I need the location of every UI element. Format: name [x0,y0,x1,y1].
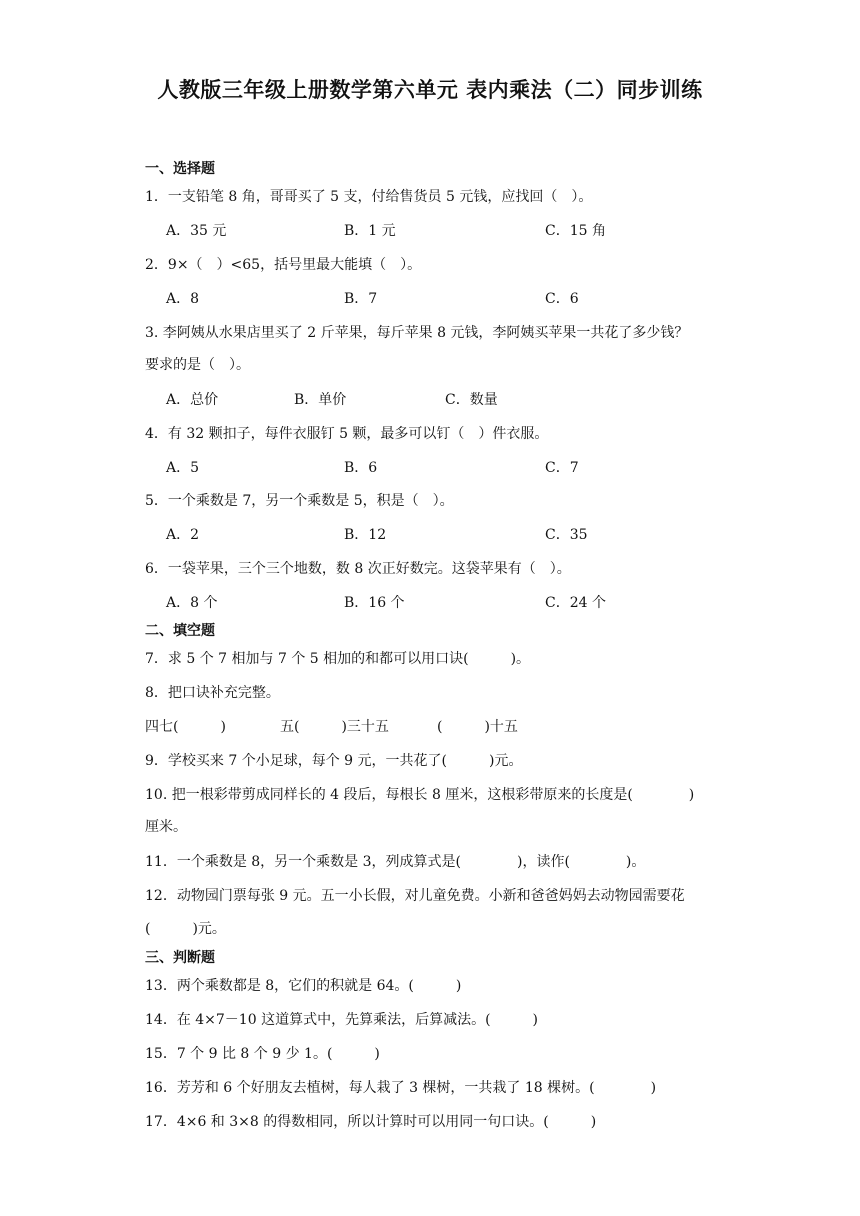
question-2: 2．9×（ ）<65，括号里最大能填（ ）。 [145,257,422,273]
question-6-option-c: C．24 个 [545,595,606,611]
question-4-option-c: C．7 [545,460,579,476]
question-15: 15．7 个 9 比 8 个 9 少 1。( ) [145,1046,380,1062]
question-3-option-c: C．数量 [445,392,498,408]
question-5-option-c: C．35 [545,527,588,543]
question-6: 6．一袋苹果，三个三个地数，数 8 次正好数完。这袋苹果有（ ）。 [145,561,571,577]
question-6-option-b: B．16 个 [344,595,405,611]
section-heading-fill: 二、填空题 [145,623,215,639]
question-12-continued: ( )元。 [145,921,226,937]
question-14: 14．在 4×7－10 这道算式中，先算乘法，后算减法。( ) [145,1012,538,1028]
question-2-option-c: C．6 [545,291,579,307]
question-3-option-a: A．总价 [166,392,219,408]
page-title: 人教版三年级上册数学第六单元 表内乘法（二）同步训练 [157,77,703,102]
question-4-option-b: B．6 [344,460,378,476]
question-12: 12．动物园门票每张 9 元。五一小长假，对儿童免费。小新和爸爸妈妈去动物园需要花 [145,888,685,904]
section-heading-choice: 一、选择题 [145,161,215,177]
question-1-option-c: C．15 角 [545,223,606,239]
question-2-option-b: B．7 [344,291,378,307]
question-8-blank-3: ( )十五 [437,719,518,735]
question-16: 16．芳芳和 6 个好朋友去植树，每人栽了 3 棵树，一共栽了 18 棵树。( ) [145,1080,657,1096]
question-3: 3. 李阿姨从水果店里买了 2 斤苹果，每斤苹果 8 元钱，李阿姨买苹果一共花了多少钱？ [145,325,689,341]
question-5: 5．一个乘数是 7，另一个乘数是 5，积是（ ）。 [145,493,454,509]
question-11: 11．一个乘数是 8，另一个乘数是 3，列成算式是( )，读作( )。 [145,854,646,870]
question-8-blank-2: 五( )三十五 [280,719,389,735]
question-7: 7．求 5 个 7 相加与 7 个 5 相加的和都可以用口诀( )。 [145,651,531,667]
question-13: 13．两个乘数都是 8，它们的积就是 64。( ) [145,978,462,994]
question-17: 17．4×6 和 3×8 的得数相同，所以计算时可以用同一句口诀。( ) [145,1114,597,1130]
question-10: 10. 把一根彩带剪成同样长的 4 段后，每根长 8 厘米，这根彩带原来的长度是( ) [145,787,695,803]
question-8: 8．把口诀补充完整。 [145,685,280,701]
question-1-option-a: A．35 元 [166,223,227,239]
question-1: 1．一支铅笔 8 角，哥哥买了 5 支，付给售货员 5 元钱，应找回（ ）。 [145,189,593,205]
question-6-option-a: A．8 个 [166,595,218,611]
question-8-blank-1: 四七( ) [145,719,226,735]
question-1-option-b: B．1 元 [344,223,396,239]
question-2-option-a: A．8 [166,291,200,307]
question-9: 9．学校买来 7 个小足球，每个 9 元，一共花了( )元。 [145,753,523,769]
question-5-option-a: A．2 [166,527,200,543]
question-4-option-a: A．5 [166,460,200,476]
question-3-option-b: B．单价 [294,392,347,408]
question-4: 4．有 32 颗扣子，每件衣服钉 5 颗，最多可以钉（ ）件衣服。 [145,426,549,442]
section-heading-judge: 三、判断题 [145,950,215,966]
question-3-continued: 要求的是（ ）。 [145,357,250,373]
question-10-continued: 厘米。 [145,819,187,835]
question-5-option-b: B．12 [344,527,387,543]
